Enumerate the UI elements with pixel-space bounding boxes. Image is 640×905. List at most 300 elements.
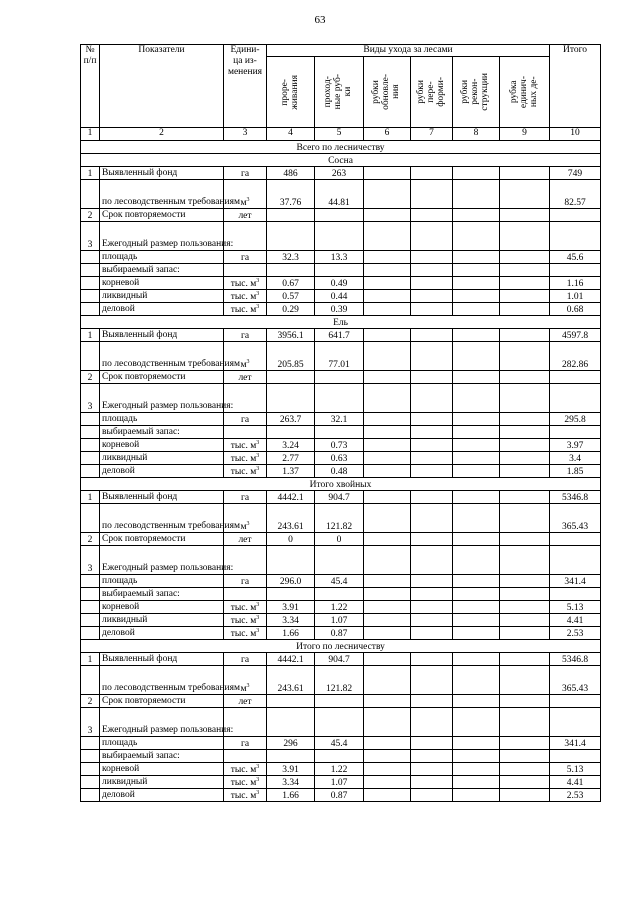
value-empty — [453, 546, 500, 575]
value-empty — [411, 384, 453, 413]
unit-exponent: 3 — [256, 303, 260, 310]
value-total: 4597.8 — [550, 329, 601, 342]
unit-label: лет — [238, 534, 252, 545]
row-number — [81, 452, 100, 465]
value-empty — [453, 426, 500, 439]
value-empty — [453, 452, 500, 465]
unit-label: м — [240, 521, 247, 532]
table-row-liquid — [81, 452, 601, 465]
value-empty — [500, 750, 550, 763]
unit-label: тыс. м — [230, 466, 257, 477]
table-row-area — [81, 737, 601, 750]
row-label: Выявленный фонд — [100, 167, 224, 180]
value-total: 4.41 — [550, 776, 601, 789]
page-number: 63 — [314, 14, 326, 26]
header-total: Итого — [550, 45, 601, 128]
table-row-fund — [81, 167, 601, 180]
value-empty — [411, 180, 453, 209]
value-passage-cutting — [315, 708, 364, 737]
row-label: Срок повторяемости — [100, 695, 224, 708]
value-thinning: 3.24 — [267, 439, 315, 452]
unit-cell — [224, 264, 267, 277]
value-empty — [411, 763, 453, 776]
value-empty — [364, 167, 411, 180]
table-row-liquid — [81, 776, 601, 789]
value-empty — [411, 750, 453, 763]
value-empty — [364, 290, 411, 303]
value-total: 5346.8 — [550, 653, 601, 666]
value-thinning: 37.76 — [267, 180, 315, 209]
value-empty — [411, 167, 453, 180]
value-empty — [364, 575, 411, 588]
value-thinning: 3.34 — [267, 614, 315, 627]
table-row-annual — [81, 546, 601, 575]
value-total: 45.6 — [550, 251, 601, 264]
section-heading: Сосна — [81, 154, 601, 167]
value-passage-cutting: 0.73 — [315, 439, 364, 452]
row-label: Ежегодный размер пользования: — [100, 384, 224, 413]
value-passage-cutting: 1.22 — [315, 763, 364, 776]
value-total: 5346.8 — [550, 491, 601, 504]
row-number — [81, 303, 100, 316]
value-empty — [453, 763, 500, 776]
value-empty — [500, 666, 550, 695]
value-empty — [500, 413, 550, 426]
value-empty — [364, 371, 411, 384]
value-empty — [364, 209, 411, 222]
value-passage-cutting: 121.82 — [315, 504, 364, 533]
value-passage-cutting: 45.4 — [315, 575, 364, 588]
value-empty — [411, 209, 453, 222]
table-row-period — [81, 695, 601, 708]
value-passage-cutting — [315, 209, 364, 222]
value-empty — [453, 666, 500, 695]
value-empty — [500, 601, 550, 614]
unit-exponent: 3 — [256, 776, 260, 783]
value-passage-cutting: 0.48 — [315, 465, 364, 478]
value-empty — [453, 708, 500, 737]
row-label: ликвидный — [100, 290, 224, 303]
value-total — [550, 384, 601, 413]
value-empty — [453, 342, 500, 371]
value-thinning: 0.29 — [267, 303, 315, 316]
unit-cell — [224, 491, 267, 504]
value-passage-cutting: 1.22 — [315, 601, 364, 614]
unit-label: тыс. м — [230, 602, 257, 613]
value-total: 82.57 — [550, 180, 601, 209]
value-thinning: 0.67 — [267, 277, 315, 290]
value-passage-cutting: 121.82 — [315, 666, 364, 695]
value-total — [550, 264, 601, 277]
row-number — [81, 342, 100, 371]
value-total — [550, 588, 601, 601]
unit-cell — [224, 251, 267, 264]
value-passage-cutting: 641.7 — [315, 329, 364, 342]
value-passage-cutting: 32.1 — [315, 413, 364, 426]
row-label: Ежегодный размер пользования: — [100, 708, 224, 737]
value-empty — [500, 708, 550, 737]
unit-exponent: 3 — [246, 682, 250, 689]
row-number: 3 — [81, 222, 100, 251]
unit-cell — [224, 627, 267, 640]
col-num: 9 — [500, 128, 550, 141]
section-heading: Итого хвойных — [81, 478, 601, 491]
unit-exponent: 3 — [256, 789, 260, 796]
row-label: Выявленный фонд — [100, 329, 224, 342]
row-label: корневой — [100, 601, 224, 614]
col-num: 6 — [364, 128, 411, 141]
value-empty — [500, 290, 550, 303]
value-passage-cutting: 77.01 — [315, 342, 364, 371]
unit-cell — [224, 601, 267, 614]
header-passage-cutting: проход- ные руб- ки — [315, 57, 364, 128]
value-total — [550, 371, 601, 384]
unit-exponent: 3 — [256, 465, 260, 472]
unit-label: м — [240, 359, 247, 370]
value-total — [550, 426, 601, 439]
value-empty — [364, 222, 411, 251]
col-num: 1 — [81, 128, 100, 141]
value-empty — [453, 776, 500, 789]
table-row-area — [81, 575, 601, 588]
value-thinning: 296 — [267, 737, 315, 750]
value-empty — [411, 627, 453, 640]
value-passage-cutting: 44.81 — [315, 180, 364, 209]
unit-label: м — [240, 197, 247, 208]
value-empty — [500, 264, 550, 277]
value-passage-cutting: 263 — [315, 167, 364, 180]
value-empty — [500, 614, 550, 627]
table-row-annual — [81, 708, 601, 737]
unit-exponent: 3 — [256, 290, 260, 297]
row-label: деловой — [100, 789, 224, 802]
value-empty — [411, 653, 453, 666]
unit-cell — [224, 371, 267, 384]
value-empty — [453, 575, 500, 588]
value-passage-cutting: 0.87 — [315, 789, 364, 802]
value-thinning — [267, 588, 315, 601]
value-empty — [364, 627, 411, 640]
value-empty — [453, 180, 500, 209]
row-label: выбираемый запас: — [100, 750, 224, 763]
value-empty — [364, 546, 411, 575]
value-thinning: 4442.1 — [267, 491, 315, 504]
row-number — [81, 465, 100, 478]
col-num: 3 — [224, 128, 267, 141]
row-label: деловой — [100, 627, 224, 640]
row-label: деловой — [100, 465, 224, 478]
row-number — [81, 504, 100, 533]
value-passage-cutting: 0.49 — [315, 277, 364, 290]
table-row-norm — [81, 342, 601, 371]
value-empty — [364, 303, 411, 316]
unit-exponent: 3 — [256, 763, 260, 770]
unit-label: га — [240, 168, 250, 179]
value-thinning: 0.57 — [267, 290, 315, 303]
value-thinning: 2.77 — [267, 452, 315, 465]
table-row-liquid — [81, 290, 601, 303]
value-empty — [500, 251, 550, 264]
value-empty — [500, 426, 550, 439]
value-thinning: 205.85 — [267, 342, 315, 371]
unit-exponent: 3 — [256, 601, 260, 608]
value-empty — [411, 695, 453, 708]
unit-exponent: 3 — [246, 196, 250, 203]
row-label: по лесоводственным требованиям — [100, 666, 224, 695]
value-empty — [453, 303, 500, 316]
unit-cell — [224, 329, 267, 342]
value-total: 295.8 — [550, 413, 601, 426]
value-empty — [411, 371, 453, 384]
row-label: ликвидный — [100, 614, 224, 627]
value-empty — [411, 342, 453, 371]
value-thinning: 3956.1 — [267, 329, 315, 342]
value-passage-cutting — [315, 695, 364, 708]
table-row-root — [81, 601, 601, 614]
value-passage-cutting: 45.4 — [315, 737, 364, 750]
value-total: 4.41 — [550, 614, 601, 627]
value-thinning — [267, 222, 315, 251]
row-label: ликвидный — [100, 452, 224, 465]
value-empty — [500, 763, 550, 776]
value-empty — [453, 601, 500, 614]
value-empty — [411, 533, 453, 546]
row-label: по лесоводственным требованиям — [100, 342, 224, 371]
value-passage-cutting — [315, 750, 364, 763]
unit-cell — [224, 614, 267, 627]
col-num: 5 — [315, 128, 364, 141]
col-num: 7 — [411, 128, 453, 141]
value-total: 3.97 — [550, 439, 601, 452]
value-total: 0.68 — [550, 303, 601, 316]
unit-label: тыс. м — [230, 628, 257, 639]
column-number-row — [81, 128, 601, 141]
unit-label: тыс. м — [230, 278, 257, 289]
value-total: 365.43 — [550, 666, 601, 695]
value-passage-cutting: 0.39 — [315, 303, 364, 316]
value-thinning: 4442.1 — [267, 653, 315, 666]
unit-cell — [224, 426, 267, 439]
value-empty — [500, 695, 550, 708]
value-empty — [453, 277, 500, 290]
unit-cell — [224, 533, 267, 546]
table-row-norm — [81, 504, 601, 533]
row-number — [81, 251, 100, 264]
value-empty — [500, 167, 550, 180]
value-empty — [411, 277, 453, 290]
row-number — [81, 789, 100, 802]
value-total: 1.85 — [550, 465, 601, 478]
value-empty — [364, 504, 411, 533]
header-thinning: проре- живания — [267, 57, 315, 128]
value-empty — [364, 666, 411, 695]
value-empty — [411, 439, 453, 452]
unit-cell — [224, 575, 267, 588]
value-empty — [500, 627, 550, 640]
value-empty — [500, 384, 550, 413]
value-empty — [453, 695, 500, 708]
table-row-liquid — [81, 614, 601, 627]
value-empty — [411, 290, 453, 303]
row-label: выбираемый запас: — [100, 588, 224, 601]
value-thinning: 1.37 — [267, 465, 315, 478]
row-number: 1 — [81, 329, 100, 342]
value-empty — [411, 329, 453, 342]
row-number — [81, 737, 100, 750]
value-total: 341.4 — [550, 575, 601, 588]
row-label: Выявленный фонд — [100, 491, 224, 504]
table-row-extract — [81, 750, 601, 763]
value-empty — [411, 222, 453, 251]
value-total: 5.13 — [550, 763, 601, 776]
value-empty — [411, 601, 453, 614]
value-empty — [500, 533, 550, 546]
table-row-business — [81, 303, 601, 316]
row-number: 1 — [81, 491, 100, 504]
row-number — [81, 575, 100, 588]
unit-label: тыс. м — [230, 615, 257, 626]
row-number — [81, 264, 100, 277]
table-row-business — [81, 465, 601, 478]
value-empty — [500, 546, 550, 575]
value-empty — [500, 180, 550, 209]
unit-label: тыс. м — [230, 440, 257, 451]
value-empty — [411, 426, 453, 439]
row-label: корневой — [100, 763, 224, 776]
row-label: выбираемый запас: — [100, 426, 224, 439]
unit-exponent: 3 — [256, 439, 260, 446]
unit-label: лет — [238, 372, 252, 383]
value-thinning: 263.7 — [267, 413, 315, 426]
row-label: по лесоводственным требованиям — [100, 504, 224, 533]
row-label: деловой — [100, 303, 224, 316]
unit-label: га — [240, 492, 250, 503]
value-total: 749 — [550, 167, 601, 180]
value-total — [550, 546, 601, 575]
value-thinning — [267, 426, 315, 439]
forest-care-table — [80, 44, 601, 802]
row-number — [81, 614, 100, 627]
value-passage-cutting — [315, 384, 364, 413]
value-empty — [411, 465, 453, 478]
row-number — [81, 180, 100, 209]
value-empty — [364, 533, 411, 546]
value-total: 341.4 — [550, 737, 601, 750]
value-empty — [364, 737, 411, 750]
row-label: площадь — [100, 575, 224, 588]
col-num: 2 — [100, 128, 224, 141]
value-empty — [411, 264, 453, 277]
value-empty — [453, 627, 500, 640]
table-row-period — [81, 209, 601, 222]
unit-label: га — [240, 654, 250, 665]
row-label: Ежегодный размер пользования: — [100, 546, 224, 575]
value-empty — [364, 452, 411, 465]
value-total: 5.13 — [550, 601, 601, 614]
value-empty — [364, 329, 411, 342]
row-number — [81, 588, 100, 601]
value-empty — [500, 303, 550, 316]
value-passage-cutting — [315, 546, 364, 575]
value-empty — [453, 504, 500, 533]
table-row-period — [81, 533, 601, 546]
value-empty — [453, 371, 500, 384]
section-title-row — [81, 141, 601, 154]
value-empty — [364, 277, 411, 290]
unit-label: га — [240, 330, 250, 341]
row-number: 2 — [81, 209, 100, 222]
value-empty — [453, 290, 500, 303]
value-empty — [411, 666, 453, 695]
value-thinning: 1.66 — [267, 627, 315, 640]
row-number: 2 — [81, 371, 100, 384]
value-empty — [364, 776, 411, 789]
value-total — [550, 209, 601, 222]
unit-exponent: 3 — [256, 614, 260, 621]
header-single-tree-cutting: рубка единич- ных де- — [500, 57, 550, 128]
value-empty — [453, 329, 500, 342]
table-row-annual — [81, 222, 601, 251]
row-number — [81, 627, 100, 640]
unit-cell — [224, 303, 267, 316]
row-label: Ежегодный размер пользования: — [100, 222, 224, 251]
value-empty — [453, 588, 500, 601]
value-empty — [500, 789, 550, 802]
unit-cell — [224, 695, 267, 708]
row-label: корневой — [100, 277, 224, 290]
row-number — [81, 776, 100, 789]
unit-label: м — [240, 683, 247, 694]
value-empty — [453, 614, 500, 627]
value-empty — [411, 491, 453, 504]
value-empty — [453, 167, 500, 180]
value-thinning: 3.91 — [267, 763, 315, 776]
table-row-period — [81, 371, 601, 384]
value-empty — [500, 277, 550, 290]
unit-cell — [224, 452, 267, 465]
section-heading: Итого по лесничеству — [81, 640, 601, 653]
value-empty — [500, 737, 550, 750]
value-empty — [411, 413, 453, 426]
unit-exponent: 3 — [256, 277, 260, 284]
value-empty — [364, 789, 411, 802]
value-total — [550, 533, 601, 546]
value-empty — [411, 789, 453, 802]
unit-cell — [224, 167, 267, 180]
row-label: площадь — [100, 737, 224, 750]
unit-cell — [224, 737, 267, 750]
value-total: 1.01 — [550, 290, 601, 303]
value-empty — [453, 413, 500, 426]
row-number — [81, 750, 100, 763]
value-thinning: 243.61 — [267, 666, 315, 695]
value-empty — [500, 452, 550, 465]
unit-label: лет — [238, 696, 252, 707]
value-empty — [453, 653, 500, 666]
value-empty — [500, 491, 550, 504]
value-empty — [364, 614, 411, 627]
value-empty — [411, 251, 453, 264]
value-empty — [411, 452, 453, 465]
unit-cell — [224, 588, 267, 601]
value-thinning: 0 — [267, 533, 315, 546]
row-number: 2 — [81, 695, 100, 708]
value-thinning — [267, 708, 315, 737]
value-empty — [500, 209, 550, 222]
value-total — [550, 695, 601, 708]
value-thinning — [267, 695, 315, 708]
row-label: площадь — [100, 251, 224, 264]
